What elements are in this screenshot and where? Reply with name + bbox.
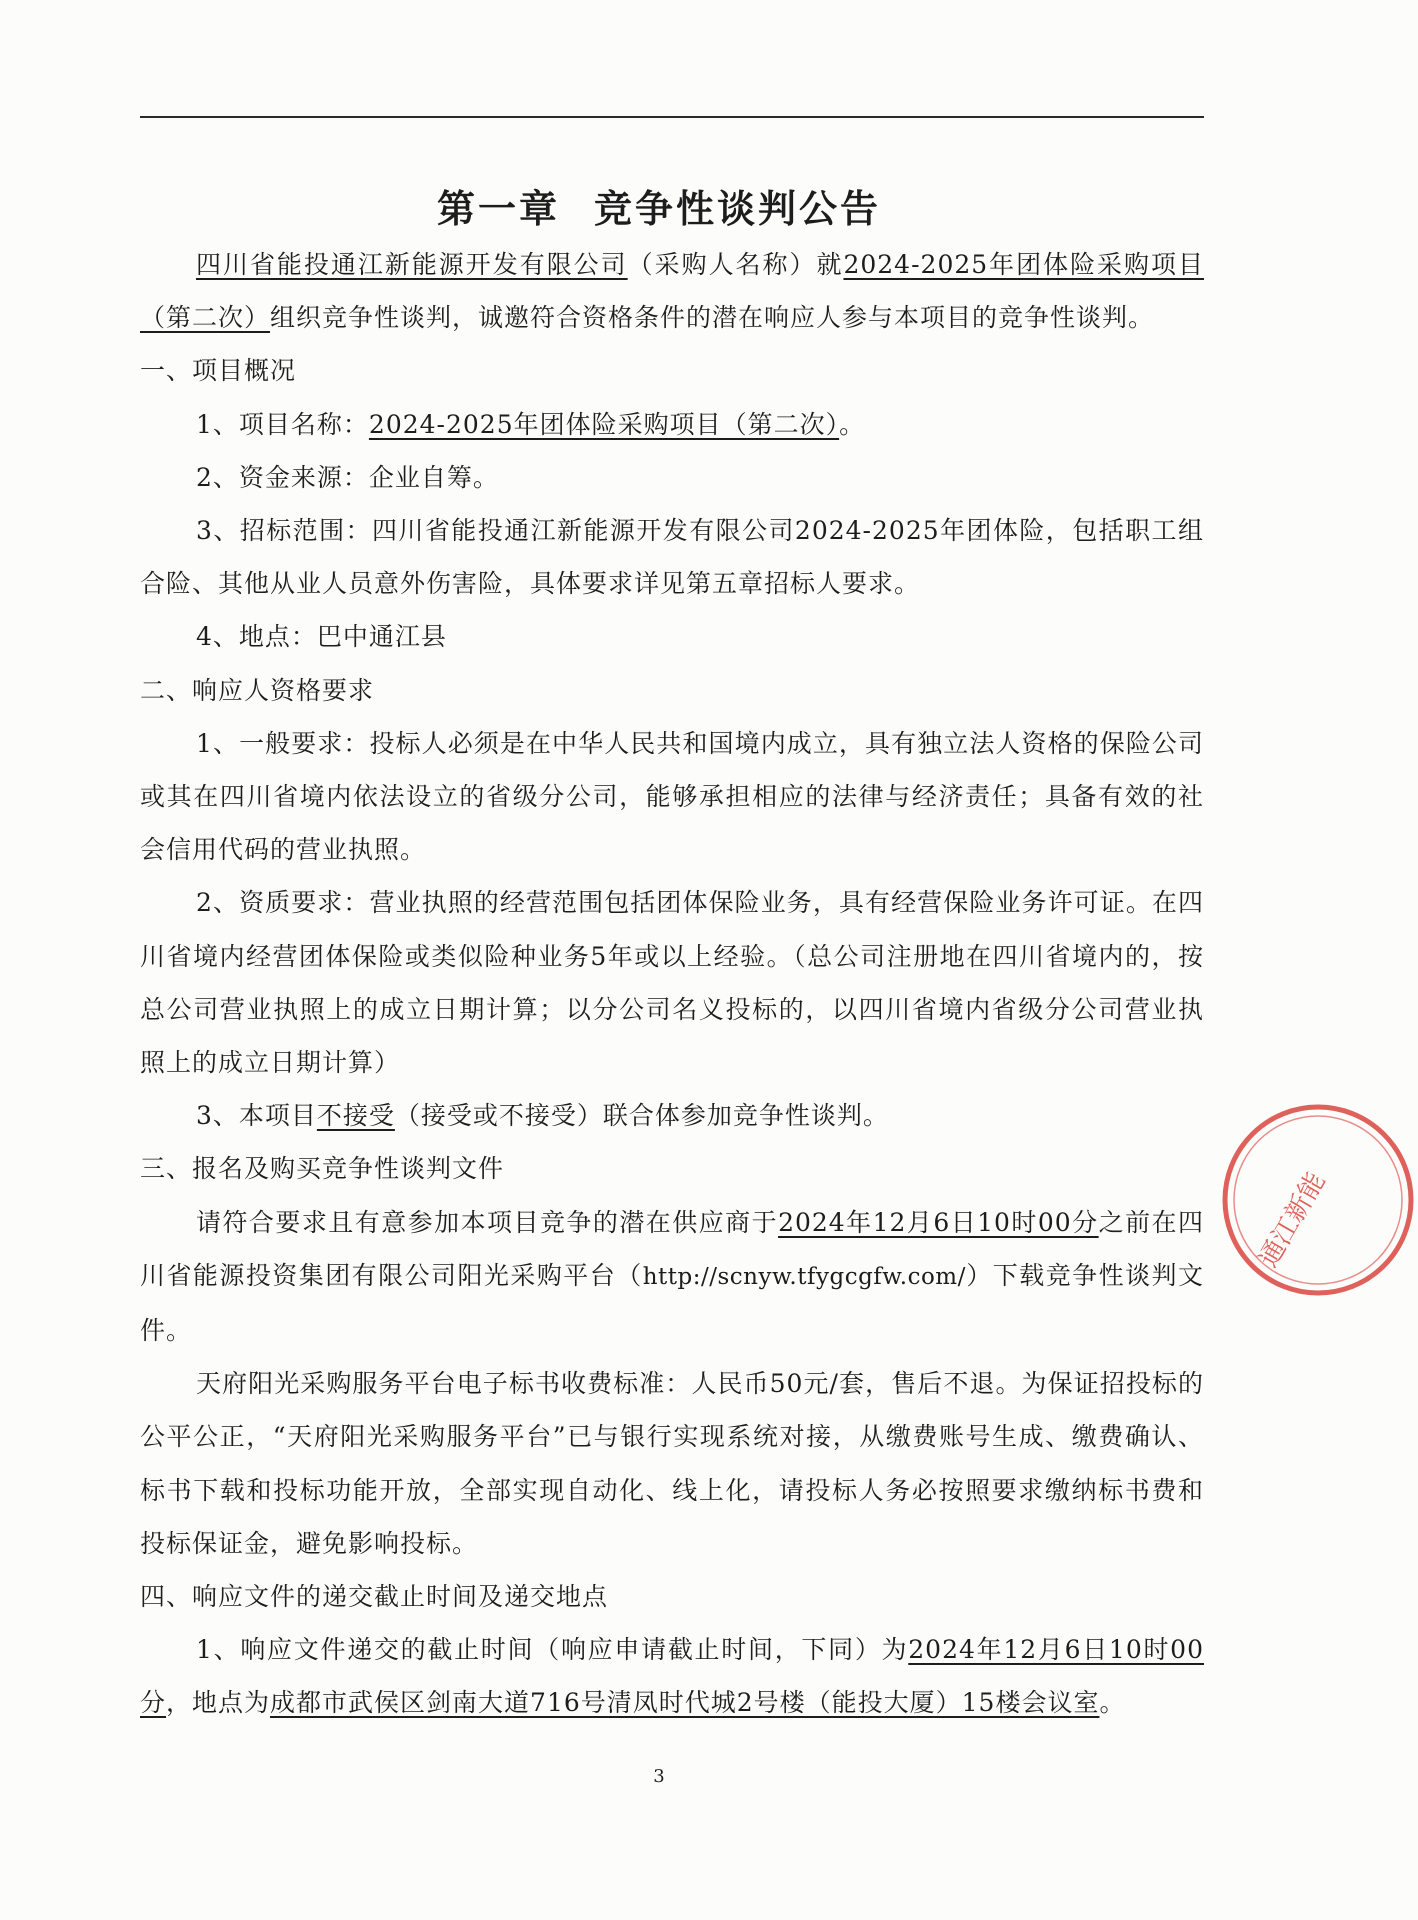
project-name: 2024-2025年团体险采购项目（第二次） [140,250,1204,333]
item3-value: 不接受 [316,1101,395,1131]
section2-item3 [140,1089,1204,1142]
platform-url[interactable]: http://scnyw.tfygcgfw.com/ [642,1263,966,1290]
intro-rest: 组织竞争性谈判，诚邀符合资格条件的潜在响应人参与本项目的竞争性谈判。 [270,303,1155,333]
section1-item1 [140,398,1204,451]
svg-text:通江新能 [1254,1167,1332,1272]
header-rule [140,116,1204,118]
s4-end: 。 [1099,1688,1126,1718]
chapter-title [0,178,1318,233]
section3-paragraph2: 天府阳光采购服务平台电子标书收费标准：人民币50元/套，售后不退。为保证招投标的公平公正，“天府阳光采购服务平台”已与银行实现系统对接，从缴费账号生成、缴费确认、标书下载和投标功能开放，全部实现自动化、线上化，请投标人务必按照要求缴纳标书费和投标保证金，避免影响投标。 [140,1369,1204,1558]
section2-heading: 二、响应人资格要求 [140,675,375,705]
section1-heading: 一、项目概况 [140,356,297,386]
section3-paragraph1 [140,1196,1204,1358]
s4-mid: ，地点为 [166,1688,271,1718]
chapter-name: 竞争性谈判公告 [594,187,882,231]
section4-paragraph1 [140,1623,1204,1729]
item1-end: 。 [839,409,866,439]
p1-mid: 之前在四川省能源投资集团有限公司阳光采购平台（ [140,1207,1204,1290]
item1-label: 1、项目名称： [196,409,369,439]
item3-pre: 3、本项目 [196,1101,317,1131]
section2-item1: 1、一般要求：投标人必须是在中华人民共和国境内成立，具有独立法人资格的保险公司或其在四川省境内依法设立的省级分公司，能够承担相应的法律与经济责任；具备有效的社会信用代码的营业执照。 [140,728,1204,865]
page-number: 3 [653,1766,665,1787]
purchaser-note: （采购人名称）就 [627,250,844,279]
registration-deadline: 2024年12月6日10时00分 [778,1207,1099,1237]
seal-text: 通江新能 [1253,1167,1332,1273]
p1-pre: 请符合要求且有意参加本项目竞争的潜在供应商于 [196,1207,779,1237]
section1-item3: 3、招标范围：四川省能投通江新能源开发有限公司2024-2025年团体险，包括职工组合险、其他从业人员意外伤害险，具体要求详见第五章招标人要求。 [140,516,1204,599]
section2-item2: 2、资质要求：营业执照的经营范围包括团体保险业务，具有经营保险业务许可证。在四川省境内经营团体保险或类似险种业务5年或以上经验。（总公司注册地在四川省境内的，按总公司营业执照上的成立日期计算；以分公司名义投标的，以四川省境内省级分公司营业执照上的成立日期计算） [140,888,1204,1078]
s4-pre: 1、响应文件递交的截止时间（响应申请截止时间，下同）为 [196,1635,909,1665]
section1-item2: 2、资金来源：企业自筹。 [196,462,499,492]
company-seal-stamp [1218,1100,1418,1300]
intro-paragraph [140,238,1204,344]
section4-heading: 四、响应文件的递交截止时间及递交地点 [140,1582,609,1612]
purchaser-name: 四川省能投通江新能源开发有限公司 [196,250,628,279]
submission-place: 成都市武侯区剑南大道716号清凤时代城2号楼（能投大厦）15楼会议室 [270,1688,1100,1718]
p1-post: ）下载竞争性谈判文件。 [140,1260,1204,1346]
item3-post: （接受或不接受）联合体参加竞争性谈判。 [394,1101,889,1131]
chapter-number: 第一章 [436,187,560,231]
submission-deadline: 2024年12月6日10时00分 [140,1635,1204,1718]
document-body [140,238,1204,1730]
section1-item4: 4、地点：巴中通江县 [196,622,447,652]
item1-value: 2024-2025年团体险采购项目（第二次） [368,409,840,439]
section3-heading: 三、报名及购买竞争性谈判文件 [140,1154,505,1184]
